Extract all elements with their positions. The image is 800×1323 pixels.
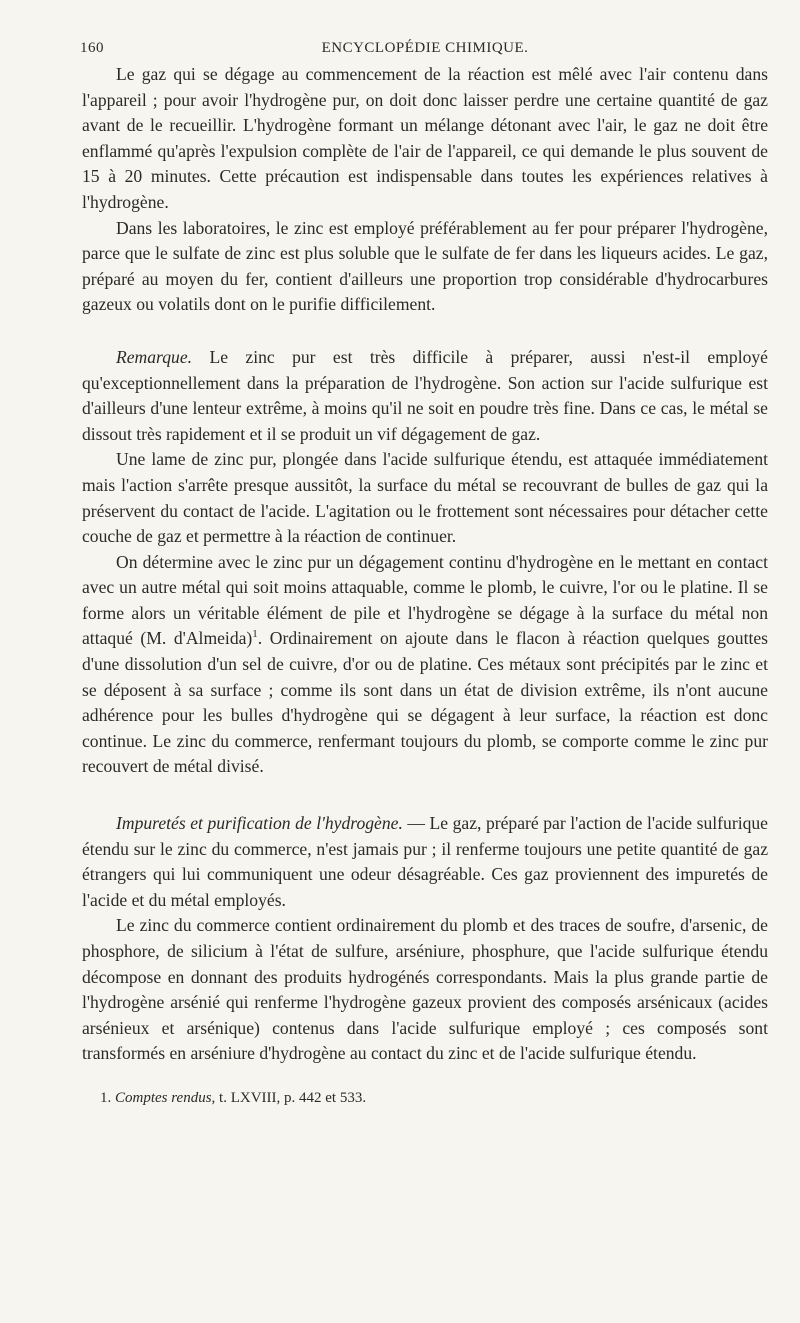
almeida-text-before: On détermine avec le zinc pur un dégagement continu d'hydrogène en le mettant en contact avec un autre métal qui soit moins attaquable, comme le plomb, le cuivre, l'or ou le platine. Il se forme alors un véritable élément de pile et l'hydrogène se dégage à la surface du métal non attaqué (M. d'Almeida) bbox=[82, 551, 768, 649]
almeida-text-after: . Ordinairement on ajoute dans le flacon à réaction quelques gouttes d'une dissolution d'un sel de cuivre, d'or ou de platine. Ces métaux sont précipités par le zinc et se déposent à sa surface ; comme ils sont dans un état de division extrême, ils n'ont aucune adhérence pour les bulles d'hydrogène qui se dégagent à leur surface, la réaction est donc continue. Le zinc du commerce, renfermant toujours du plomb, se comporte comme le zinc pur recouvert de métal divisé. bbox=[82, 628, 768, 777]
paragraph-impuretes bbox=[82, 811, 768, 913]
paragraph-zinc-vs-iron: Dans les laboratoires, le zinc est employé préférablement au fer pour préparer l'hydrogène, parce que le sulfate de zinc est plus soluble que le sulfate de fer dans les liqueurs acides. Le gaz, préparé au moyen du fer, contient d'ailleurs une proportion trop considérable d'hydrocarbures gazeux ou volatils dont on le purifie difficilement. bbox=[82, 217, 768, 315]
paragraph-remarque bbox=[82, 345, 768, 447]
paragraph-continuous-release bbox=[82, 550, 768, 780]
impuretes-text: — Le gaz, préparé par l'action de l'acide sulfurique étendu sur le zinc du commerce, n'est jamais pur ; il renferme toujours une petite quantité de gaz étrangers qui lui communiquent une odeur désagréable. Ces gaz proviennent des impuretés de l'acide et du métal employés. bbox=[82, 813, 768, 910]
remarque-label: Remarque. bbox=[116, 346, 193, 367]
book-page bbox=[82, 36, 768, 1108]
page-header bbox=[82, 36, 768, 62]
footnote-text: , t. LXVIII, p. 442 et 533. bbox=[211, 1089, 367, 1106]
footnote-number: 1. bbox=[100, 1089, 112, 1106]
paragraph-gas-collection: Le gaz qui se dégage au commencement de la réaction est mêlé avec l'air contenu dans l'appareil ; pour avoir l'hydrogène pur, on doit donc laisser perdre une certaine quantité de gaz avant de le recueillir. L'hydrogène formant un mélange détonant avec l'air, le gaz ne doit être enflammé qu'après l'expulsion complète de l'air de l'appareil, ce qui demande le plus souvent de 15 à 20 minutes. Cette précaution est indispensable dans toutes les expériences relatives à l'hydrogène. bbox=[82, 64, 768, 212]
impuretes-heading: Impuretés et purification de l'hydrogène. bbox=[116, 813, 403, 834]
running-title: ENCYCLOPÉDIE CHIMIQUE. bbox=[321, 40, 529, 56]
page-number: 160 bbox=[80, 40, 104, 56]
footnote-reference: 1 bbox=[252, 628, 258, 641]
paragraph-commercial-zinc: Le zinc du commerce contient ordinairement du plomb et des traces de soufre, d'arsenic, de phosphore, de silicium à l'état de sulfure, arséniure, phosphure, que l'acide sulfurique étendu décompose en donnant des produits hydrogénés correspondants. Mais la plus grande partie de l'hydrogène arsénié qui renferme l'hydrogène gazeux provient des composés arsénicaux (acides arsénieux et arsénique) contenus dans l'acide sulfurique employé ; ces composés sont transformés en arséniure d'hydrogène au contact du zinc et de l'acide sulfurique étendu. bbox=[82, 915, 768, 1064]
footnote bbox=[82, 1088, 768, 1108]
paragraph-zinc-plate: Une lame de zinc pur, plongée dans l'acide sulfurique étendu, est attaquée immédiatement mais l'action s'arrête presque aussitôt, la surface du métal se recouvrant de bulles de gaz qui la préservent du contact de l'acide. L'agitation ou le frottement sont nécessaires pour détacher cette couche de gaz et permettre à la réaction de continuer. bbox=[82, 449, 768, 547]
footnote-source: Comptes rendus bbox=[115, 1089, 212, 1106]
remarque-text: Le zinc pur est très difficile à préparer, aussi n'est-il employé qu'exceptionnellement dans la préparation de l'hydrogène. Son action sur l'acide sulfurique est d'ailleurs d'une lenteur extrême, à moins qu'il ne soit en poudre très fine. Dans ce cas, le métal se dissout très rapidement et il se produit un vif dégagement de gaz. bbox=[82, 346, 768, 444]
